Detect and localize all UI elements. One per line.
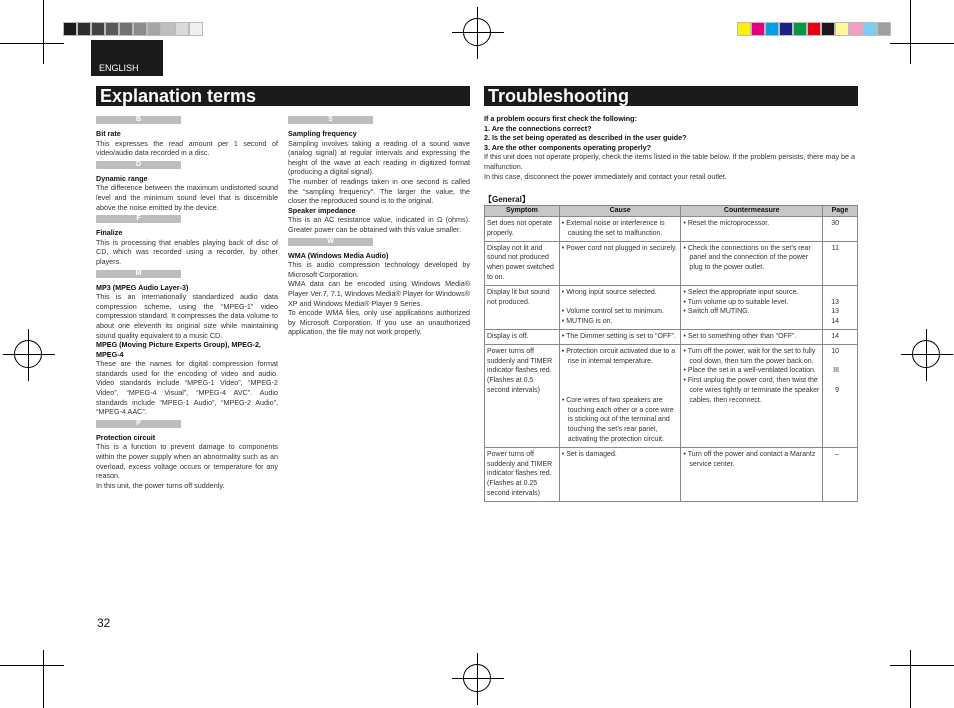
- letter-tab: D: [96, 161, 181, 169]
- page-cell: [823, 344, 858, 447]
- bullet-glyph: •: [683, 450, 688, 458]
- registration-mark: [14, 340, 42, 368]
- bullet-glyph: •: [561, 288, 567, 296]
- bullet-item: [683, 376, 820, 405]
- explanation-title-bar: [96, 86, 470, 106]
- letter-tab: F: [96, 215, 181, 223]
- definition: This is an AC resistance value, indicated in Ω (ohms). Greater power can be obtained with this value smaller.: [288, 215, 470, 234]
- bullet-item: [562, 347, 679, 367]
- bullet-item: [683, 307, 820, 317]
- page-cell: [823, 329, 858, 344]
- cause-cell: [559, 217, 681, 242]
- cause-cell: [559, 329, 681, 344]
- bullet-glyph: •: [683, 220, 688, 227]
- color-swatch: [133, 22, 147, 36]
- bullet-glyph: •: [561, 396, 567, 404]
- bullet-text: Select the appropriate input source.: [687, 288, 799, 296]
- page-ref: 13: [831, 298, 839, 306]
- page-cell: [823, 217, 858, 242]
- definition: This expresses the read amount per 1 second of video/audio data recorded in a disc.: [96, 138, 278, 158]
- cause-cell: [559, 241, 681, 285]
- bullet-text: Place the set in a well-ventilated location.: [687, 367, 816, 375]
- term: Dynamic range: [96, 173, 148, 183]
- registration-mark: [463, 18, 491, 46]
- bullet-text: Check the connections on the set’s rear panel and the connection of the power plug to the power outlet.: [687, 244, 811, 272]
- troubleshooting-table: [484, 205, 858, 502]
- letter-tab: P: [96, 420, 181, 428]
- bullet-item: [683, 298, 820, 308]
- bullet-item: [562, 332, 679, 342]
- column-header-countermeasure: Countermeasure: [681, 206, 823, 217]
- countermeasure-cell: [681, 217, 823, 242]
- cause-cell: [559, 344, 681, 447]
- bullet-text: Turn off the power and contact a Marantz service center.: [687, 450, 816, 468]
- symptom-cell: Display not lit and sound not produced when power switched to on.: [485, 241, 560, 285]
- bullet-glyph: •: [683, 367, 688, 375]
- term: WMA (Windows Media Audio): [288, 250, 389, 260]
- page-ref: 14: [831, 318, 839, 326]
- bullet-glyph: •: [683, 298, 688, 306]
- term: MP3 (MPEG Audio Layer-3): [96, 282, 189, 292]
- countermeasure-cell: [681, 344, 823, 447]
- bullet-glyph: •: [683, 244, 688, 252]
- color-swatch: [119, 22, 133, 36]
- page-cell: [823, 241, 858, 285]
- bullet-item: [562, 396, 679, 445]
- color-swatch: [147, 22, 161, 36]
- letter-tab: B: [96, 116, 181, 124]
- intro-text: If this unit does not operate properly, check the items listed in the table below. If the problem persists, there may be a malfunction.: [484, 152, 856, 171]
- bullet-glyph: •: [561, 450, 567, 458]
- definition: In this unit, the power turns off suddenly.: [96, 480, 225, 490]
- definition: To encode WMA files, only use applications authorized by Microsoft Corporation. If you use an unauthorized application, the file may not work properly.: [288, 308, 470, 337]
- bullet-glyph: •: [561, 308, 567, 316]
- definition: These are the names for digital compression format standards used for the encoding of video and audio. Video standards include “MPEG-1 Video”, “MPEG-2 Video”, “MPEG-4 Visual”, “MPEG-4 AVC”. Audio standards include “MPEG-1 Audio”, “MPEG-2 Audio”, “MPEG-4 AAC”.: [96, 359, 278, 417]
- troubleshooting-title: Troubleshooting: [488, 86, 629, 106]
- bullet-glyph: •: [561, 318, 567, 326]
- table-row: [485, 285, 858, 329]
- language-label: ENGLISH: [99, 63, 139, 73]
- bullet-glyph: •: [561, 332, 567, 340]
- definition: WMA data can be encoded using Windows Media® Player Ver.7, 7.1, Windows Media® Player for Windows® XP and Windows Media® Player 9 Series.: [288, 279, 470, 308]
- color-swatch: [751, 22, 765, 36]
- bullet-glyph: •: [561, 347, 567, 355]
- bullet-text: Core wires of two speakers are touching each other or a core wire is sticking out of the terminal and touching the set’s rear panel, activating the protection circuit.: [566, 396, 674, 443]
- definition: This is an internationally standardized audio data compression scheme, using the “MPEG-1” video compression standard. It compresses the data volume to about one eleventh its original size while maintaining sound quality equivalent to a music CD.: [96, 292, 278, 340]
- registration-mark: [912, 340, 940, 368]
- definition: This is a function to prevent damage to components within the power supply when an abnormality such as an overload, excess voltage occurs or temperature for any reason.: [96, 442, 278, 481]
- bullet-text: Power cord not plugged in securely.: [566, 244, 677, 252]
- symptom-cell: Display is off.: [485, 329, 560, 344]
- term: Protection circuit: [96, 432, 156, 442]
- intro-line: 1. Are the connections correct?: [484, 123, 592, 133]
- page-ref: 13: [831, 308, 839, 316]
- bullet-text: Reset the microprocessor.: [687, 220, 770, 227]
- bullet-glyph: •: [683, 308, 688, 316]
- color-swatch: [77, 22, 91, 36]
- bullet-text: Volume control set to minimum.: [566, 308, 664, 316]
- cause-cell: [559, 447, 681, 501]
- bullet-glyph: •: [683, 347, 688, 355]
- general-label: 【General】: [484, 195, 530, 204]
- letter-tab: S: [288, 116, 373, 124]
- color-swatch: [189, 22, 203, 36]
- bullet-item: [562, 244, 679, 254]
- column-header-page: Page: [823, 206, 858, 217]
- grayscale-swatches: [63, 22, 203, 36]
- color-swatch: [105, 22, 119, 36]
- crop-mark: [890, 43, 954, 44]
- crop-mark: [910, 650, 911, 708]
- page-ref: 11: [831, 244, 839, 252]
- bullet-item: [683, 244, 820, 273]
- cause-cell: [559, 285, 681, 329]
- color-swatch: [821, 22, 835, 36]
- language-tab: [91, 40, 163, 76]
- bullet-item: [683, 219, 820, 229]
- color-swatch: [63, 22, 77, 36]
- crop-mark: [43, 0, 44, 64]
- intro-line: If a problem occurs first check the following:: [484, 114, 637, 123]
- color-swatch: [765, 22, 779, 36]
- page-cell: [823, 285, 858, 329]
- term: Bit rate: [96, 129, 121, 138]
- table-row: [485, 241, 858, 285]
- definition: The difference between the maximum undistorted sound level and the minimum sound level that is discernible above the noise emitted by the device.: [96, 183, 278, 212]
- bullet-text: MUTING is on.: [566, 318, 613, 326]
- registration-mark: [463, 664, 491, 692]
- bullet-item: [562, 288, 679, 298]
- explanation-title: Explanation terms: [100, 86, 257, 106]
- bullet-item: [683, 450, 820, 470]
- explanation-right-column: [288, 113, 470, 337]
- color-swatch: [877, 22, 891, 36]
- color-swatch: [91, 22, 105, 36]
- page-ref: –: [835, 450, 839, 458]
- bullet-text: Turn off the power, wait for the set to fully cool down, then turn the power back on.: [687, 347, 816, 365]
- bullet-glyph: •: [561, 244, 567, 252]
- page-number: 32: [97, 616, 111, 630]
- color-swatch: [863, 22, 877, 36]
- crop-mark: [890, 665, 954, 666]
- color-swatch: [737, 22, 751, 36]
- term: Speaker impedance: [288, 205, 356, 215]
- bullet-text: The Dimmer setting is set to “OFF”.: [566, 332, 676, 340]
- color-swatch: [835, 22, 849, 36]
- explanation-left-column: [96, 113, 278, 490]
- term: MPEG (Moving Picture Experts Group), MPEG-2, MPEG-4: [96, 340, 261, 359]
- bullet-text: Switch off MUTING.: [687, 308, 750, 316]
- bullet-glyph: •: [683, 332, 688, 340]
- bullet-item: [562, 219, 679, 239]
- page-ref: 10: [831, 347, 839, 355]
- bullet-item: [683, 347, 820, 367]
- bullet-text: Turn volume up to suitable level.: [687, 298, 789, 306]
- troubleshooting-intro: [484, 114, 858, 181]
- intro-line: 2. Is the set being operated as described in the user guide?: [484, 133, 687, 143]
- countermeasure-cell: [681, 329, 823, 344]
- table-row: [485, 217, 858, 242]
- term: Finalize: [96, 228, 123, 238]
- page-ref: 9: [835, 386, 839, 394]
- countermeasure-cell: [681, 241, 823, 285]
- bullet-text: Wrong input source selected.: [566, 288, 657, 296]
- page-ref: 30: [831, 220, 839, 227]
- bullet-item: [683, 288, 820, 298]
- crop-mark: [43, 650, 44, 708]
- symptom-cell: Set does not operate properly.: [485, 217, 560, 242]
- page-cell: [823, 447, 858, 501]
- letter-tab: W: [288, 238, 373, 246]
- bullet-text: Protection circuit activated due to a rise in internal temperature.: [566, 347, 676, 365]
- page-ref: III: [833, 367, 839, 375]
- bullet-item: [562, 317, 679, 327]
- color-swatch: [779, 22, 793, 36]
- bullet-item: [683, 332, 820, 342]
- table-row: [485, 329, 858, 344]
- table-row: [485, 447, 858, 501]
- crop-mark: [0, 665, 64, 666]
- bullet-glyph: •: [683, 288, 688, 296]
- bullet-text: Set to something other than “OFF”.: [687, 332, 797, 340]
- bullet-item: [562, 307, 679, 317]
- bullet-item: [562, 450, 679, 460]
- color-swatch: [161, 22, 175, 36]
- troubleshooting-title-bar: [484, 86, 858, 106]
- crop-mark: [910, 0, 911, 64]
- countermeasure-cell: [681, 447, 823, 501]
- bullet-glyph: •: [561, 220, 567, 227]
- page-ref: 14: [831, 332, 839, 340]
- definition: This is audio compression technology developed by Microsoft Corporation.: [288, 260, 470, 279]
- countermeasure-cell: [681, 285, 823, 329]
- bullet-text: External noise or interference is causing the set to malfunction.: [566, 220, 665, 237]
- definition: This is processing that enables playing back of disc of CD, which was recorded using a recorder, by other players.: [96, 237, 278, 266]
- letter-tab: M: [96, 270, 181, 278]
- symptom-cell: Power turns off suddenly and TIMER indicator flashes red. (Flashes at 0.5 second intervals): [485, 344, 560, 447]
- color-swatch: [807, 22, 821, 36]
- column-header-cause: Cause: [559, 206, 681, 217]
- bullet-text: Set is damaged.: [566, 450, 617, 458]
- symptom-cell: Power turns off suddenly and TIMER indicator flashes red. (Flashes at 0.25 second intervals): [485, 447, 560, 501]
- intro-line: 3. Are the other components operating properly?: [484, 142, 652, 152]
- column-header-symptom: Symptom: [485, 206, 560, 217]
- definition: The number of readings taken in one second is called the “sampling frequency”. The larger the value, the closer the reproduced sound is to the original.: [288, 176, 470, 206]
- symptom-cell: Display lit but sound not produced.: [485, 285, 560, 329]
- color-swatch: [793, 22, 807, 36]
- intro-text: In this case, disconnect the power immediately and contact your retail outlet.: [484, 171, 727, 181]
- bullet-text: First unplug the power cord, then twist the core wires tightly or terminate the speaker cables, then reconnect.: [687, 377, 820, 404]
- color-swatches: [737, 22, 891, 36]
- term: Sampling frequency: [288, 129, 357, 138]
- bullet-glyph: •: [683, 377, 688, 385]
- bullet-item: [683, 366, 820, 376]
- definition: Sampling involves taking a reading of a sound wave (analog signal) at regular intervals and expressing the height of the wave at each reading in digitized format (producing a digital signal).: [288, 138, 470, 177]
- crop-mark: [0, 43, 64, 44]
- table-row: [485, 344, 858, 447]
- color-swatch: [175, 22, 189, 36]
- color-swatch: [849, 22, 863, 36]
